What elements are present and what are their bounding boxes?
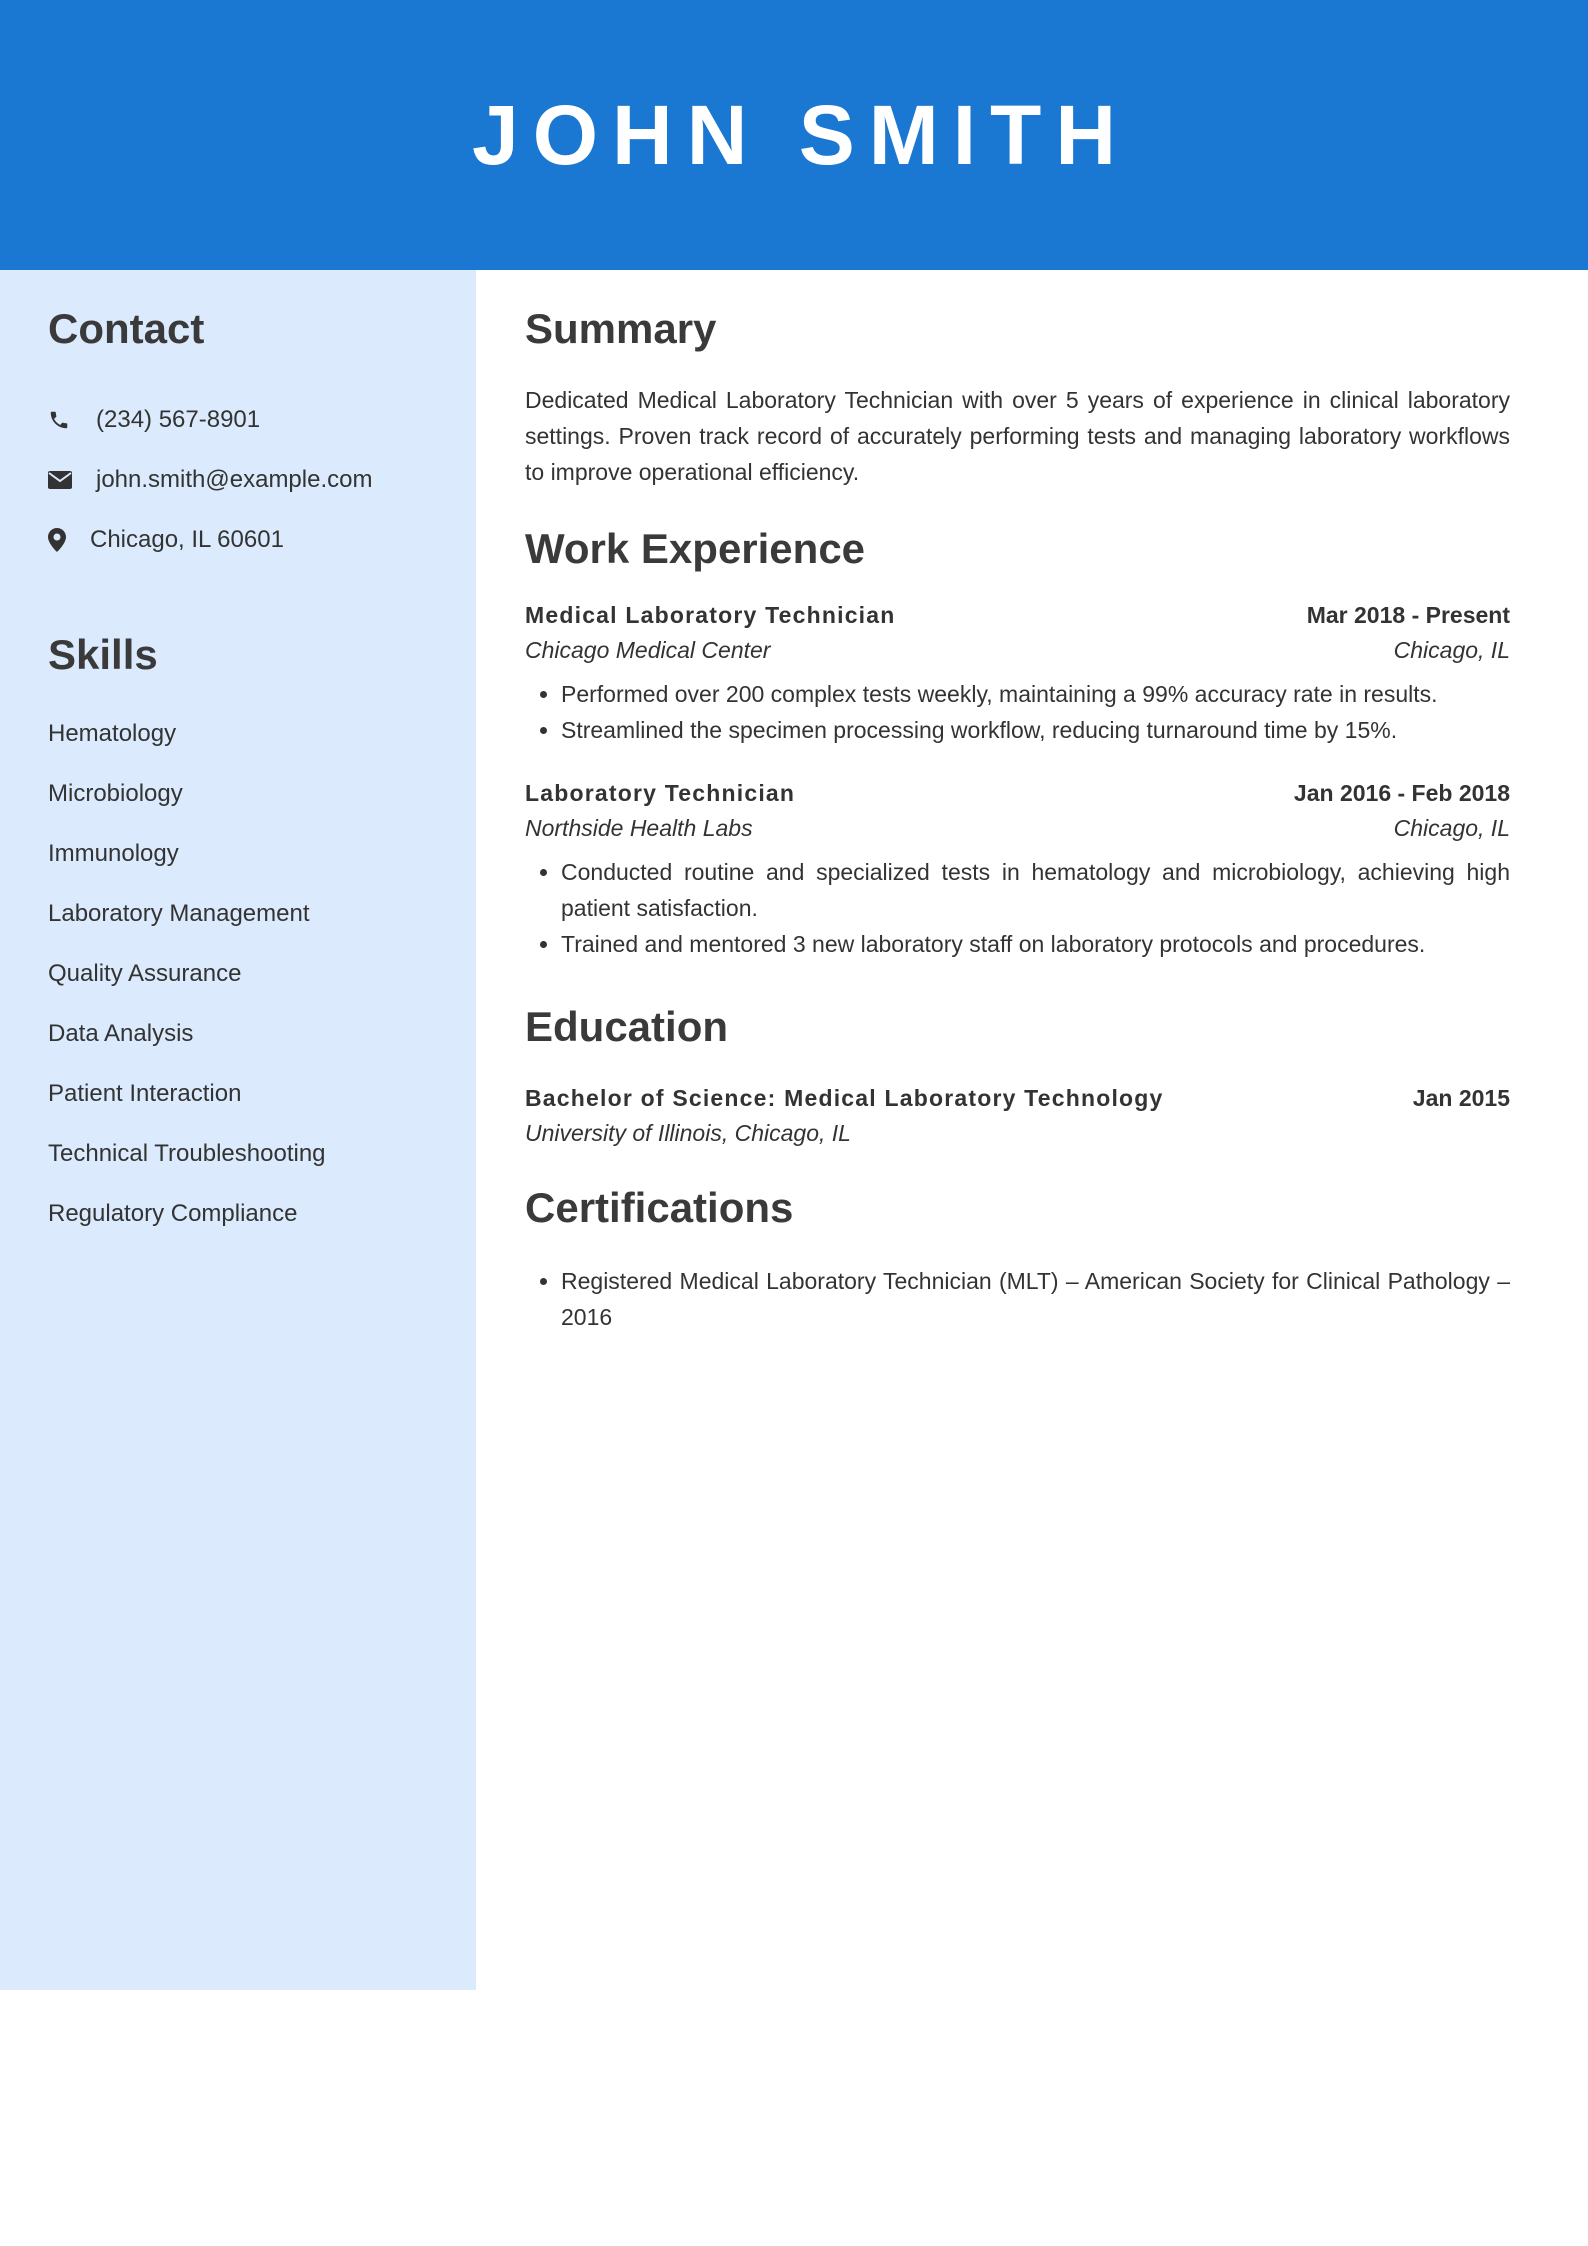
job-title: Laboratory Technician xyxy=(525,780,796,807)
sidebar xyxy=(0,270,476,1990)
job-entry xyxy=(525,602,1510,748)
job-bullet: • Streamlined the specimen processing workflow, reducing turnaround time by 15%. xyxy=(561,712,1510,748)
summary-text: Dedicated Medical Laboratory Technician with over 5 years of experience in clinical laboratory settings. Proven track record of accurately performing tests and managing laboratory workflows to improve operational efficiency. xyxy=(525,387,1510,486)
job-bullet: • Performed over 200 complex tests weekly, maintaining a 99% accuracy rate in results. xyxy=(561,676,1510,712)
candidate-name: JOHN SMITH xyxy=(471,87,1131,182)
education-date: Jan 2015 xyxy=(1412,1084,1510,1111)
header-banner xyxy=(0,0,1588,270)
job-title: Medical Laboratory Technician xyxy=(525,602,896,629)
work-experience-heading: Work Experience xyxy=(525,525,866,573)
school: University of Illinois, Chicago, IL xyxy=(525,1119,851,1146)
contact-email xyxy=(48,450,476,510)
education-heading: Education xyxy=(525,1003,729,1051)
certifications-list xyxy=(525,1263,1510,1335)
skill-item: Microbiology xyxy=(48,780,183,808)
job-location: Chicago, IL xyxy=(1393,815,1510,842)
job-dates: Jan 2016 - Feb 2018 xyxy=(1293,780,1510,807)
skill-item: Technical Troubleshooting xyxy=(48,1140,326,1168)
education-entry xyxy=(525,1085,1510,1147)
contact-heading: Contact xyxy=(48,305,205,352)
skill-item: Data Analysis xyxy=(48,1020,194,1048)
location-text: Chicago, IL 60601 xyxy=(90,526,284,554)
job-bullet: • Conducted routine and specialized tests in hematology and microbiology, achieving high patient satisfaction. xyxy=(561,854,1510,926)
skills-list xyxy=(48,704,476,1244)
skill-item: Laboratory Management xyxy=(48,900,310,928)
email-text[interactable]: john.smith@example.com xyxy=(96,466,373,494)
main-content xyxy=(525,270,1510,1335)
degree: Bachelor of Science: Medical Laboratory Technology xyxy=(525,1084,1164,1111)
certification-item: • Registered Medical Laboratory Technician (MLT) – American Society for Clinical Pathology – 2016 xyxy=(561,1263,1510,1335)
skills-heading: Skills xyxy=(48,631,158,679)
contact-list xyxy=(48,390,476,570)
phone-text[interactable]: (234) 567-8901 xyxy=(96,406,261,434)
skill-item: Immunology xyxy=(48,840,179,868)
map-pin-icon xyxy=(48,528,72,552)
skill-item: Quality Assurance xyxy=(48,960,242,988)
skill-item: Regulatory Compliance xyxy=(48,1200,298,1228)
phone-icon xyxy=(48,408,72,432)
job-company: Northside Health Labs xyxy=(525,815,753,842)
job-dates: Mar 2018 - Present xyxy=(1306,602,1510,629)
certifications-heading: Certifications xyxy=(525,1183,794,1231)
job-company: Chicago Medical Center xyxy=(525,637,771,664)
job-location: Chicago, IL xyxy=(1393,637,1510,664)
skill-item: Hematology xyxy=(48,720,177,748)
skill-item: Patient Interaction xyxy=(48,1080,242,1108)
contact-phone xyxy=(48,390,476,450)
job-bullet: • Trained and mentored 3 new laboratory staff on laboratory protocols and procedures. xyxy=(561,926,1510,962)
job-bullets xyxy=(525,854,1510,962)
job-bullets xyxy=(525,676,1510,748)
summary-heading: Summary xyxy=(525,305,717,352)
envelope-icon xyxy=(48,468,72,492)
contact-location xyxy=(48,510,476,570)
job-entry xyxy=(525,780,1510,962)
